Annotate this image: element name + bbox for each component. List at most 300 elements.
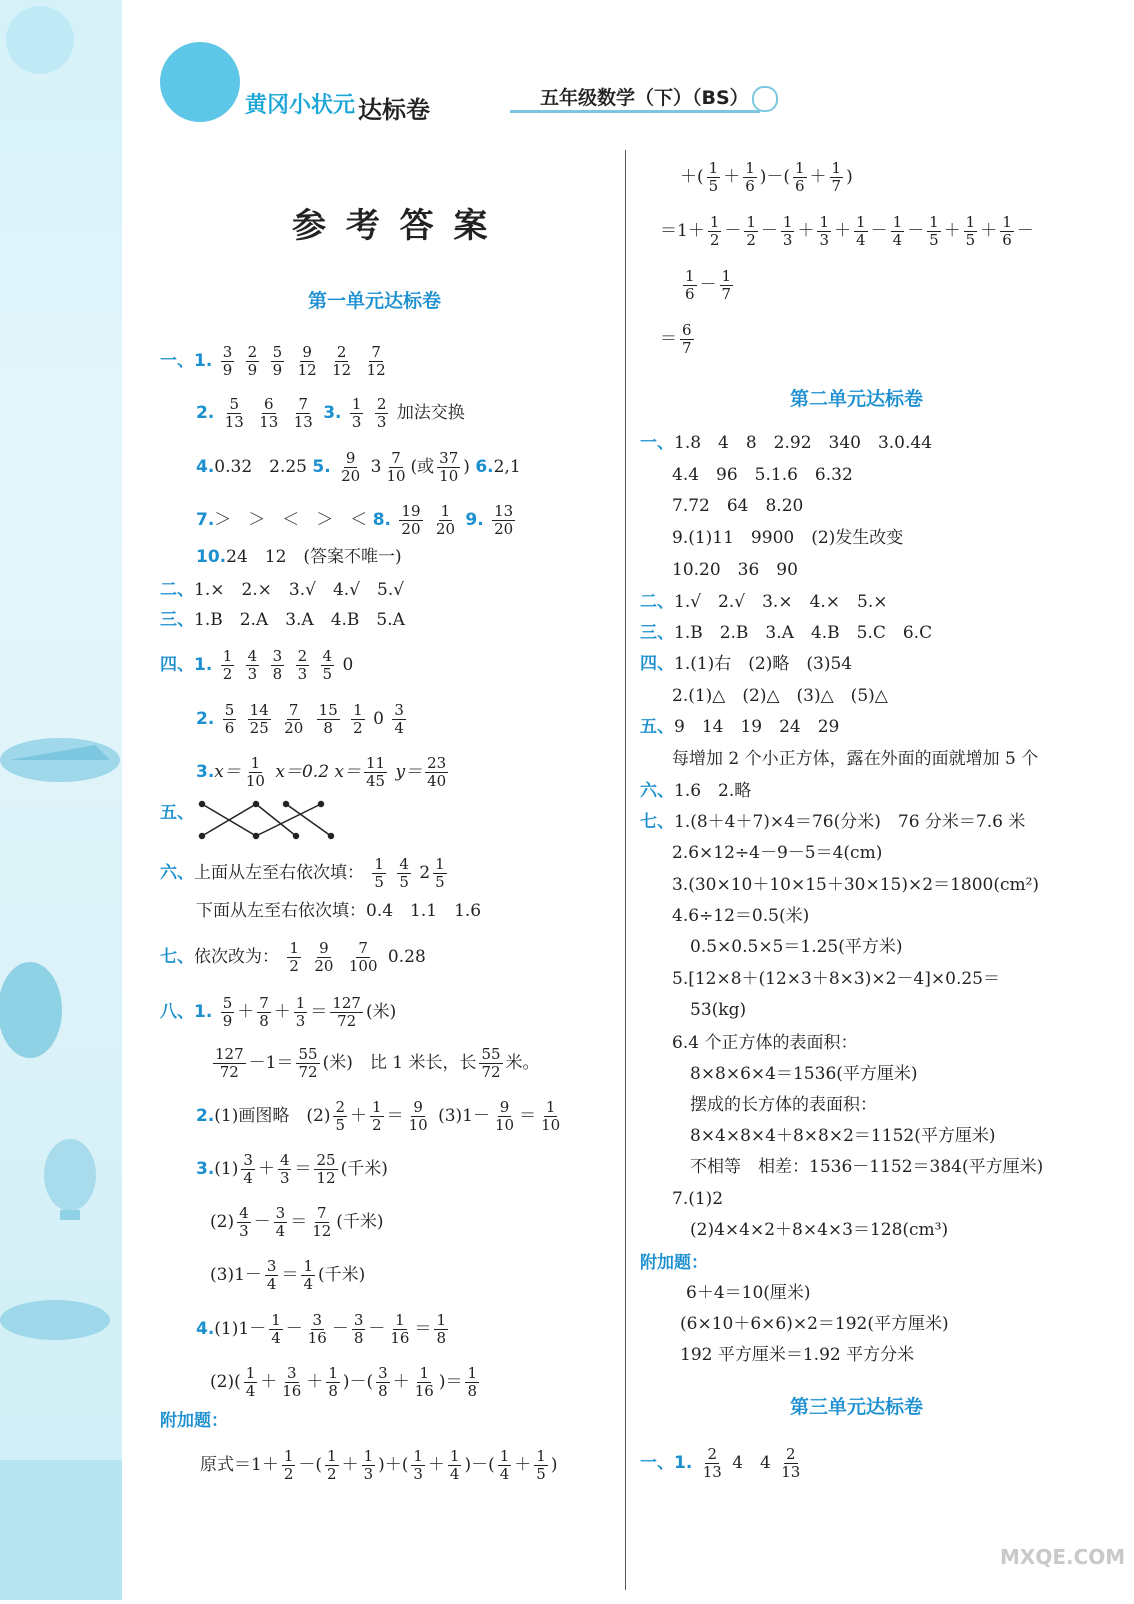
fraction [539,1099,562,1134]
denominator: 20 [401,520,421,538]
u2-s7-5b: 53(kg) [690,1000,747,1020]
denominator: 4 [243,1169,253,1187]
answer-text: (千米) [336,1212,384,1232]
answer-text: 1.8 4 8 2.92 340 3.0.44 [674,433,933,453]
u1-s2 [160,577,404,603]
numerator: 3 [222,343,233,361]
fraction [964,214,978,249]
u2-extra-1: 6＋4＝10(厘米) [686,1283,811,1303]
denominator: 16 [390,1329,410,1347]
numerator: 1 [1002,213,1012,231]
section-label: 五、 [160,803,194,823]
denominator: 72 [481,1063,501,1081]
denominator: 4 [275,1222,286,1240]
question-number: 10. [196,547,227,567]
answer-text: (1)1－ [214,1319,267,1339]
fraction [310,1205,333,1240]
fraction [301,1258,315,1293]
u1-s8-q4-2: (2)( $\frac{1}{4}$ ＋ $\frac{3}{16}$ ＋ $\frac{1}{8}$ )－( $\frac{3}{8}$ ＋ $\frac{1}{16}$ )＝ $\frac{1}{8}$ [210,1364,477,1400]
numerator: 1 [536,1447,546,1465]
u2-extra-label [640,1250,708,1276]
u2-s7-7: 7.(1)2 [672,1189,724,1209]
denominator: 20 [435,520,455,538]
numerator: 1 [363,1447,374,1465]
numerator: 55 [481,1045,501,1063]
rt-line1: ＋( $\frac{1}{5}$ ＋ $\frac{1}{6}$ )－( $\frac{1}{6}$ ＋ $\frac{1}{7}$ ) [680,159,853,195]
numerator: 1 [795,159,805,177]
rt-line3: $\frac{1}{6}$ － $\frac{1}{7}$ [685,267,732,303]
fraction [257,995,271,1030]
numerator: 7 [358,939,368,957]
denominator: 4 [856,231,866,249]
fraction [330,995,363,1030]
denominator: 16 [282,1382,302,1400]
fraction [388,1312,411,1347]
numerator: 1 [328,1364,338,1382]
u2-extra-3: 192 平方厘米＝1.92 平方分米 [680,1345,915,1365]
denominator: 3 [297,665,308,683]
u2-s7-4b: 0.5×0.5×5＝1.25(平方米) [690,937,903,957]
answer-text: 3 [370,457,382,477]
fraction [321,648,335,683]
denominator: 6 [1002,231,1012,249]
question-number: 5. [312,457,331,477]
fraction [743,160,757,195]
numerator: 1 [709,213,720,231]
u2-s4b: 2.(1)△ (2)△ (3)△ (5)△ [672,686,888,706]
denominator: 20 [494,520,514,538]
numerator: 1 [892,213,903,231]
fraction [294,995,308,1030]
u2-s1-r4: 9.(1)11 9900 (2)发生改变 [672,528,904,548]
u2-s7-7b: (2)4×4×2＋8×4×3＝128(cm³) [690,1220,949,1240]
fraction [347,940,380,975]
denominator: 8 [323,719,333,737]
fraction [213,1046,246,1081]
fraction [372,856,386,891]
denominator: 4 [271,1329,281,1347]
numerator: 4 [322,647,333,665]
decorative-side-strip [0,0,122,1600]
answer-text: 9 14 19 24 29 [674,717,840,737]
fraction [287,940,301,975]
unit2-title: 第二单元达标卷 [790,388,924,410]
denominator: 72 [298,1063,318,1081]
numerator: 1 [413,1447,423,1465]
numerator: 4 [247,647,258,665]
denominator: 4 [394,719,404,737]
answer-text: x＝ [334,762,362,782]
denominator: 13 [293,413,313,431]
u2-s7-5: 5.[12×8＋(12×3＋8×3)×2－4]×0.25＝ [672,969,1000,989]
answer-text: 米。 [505,1053,540,1073]
fraction [351,702,365,737]
u1-s8-q3-1: 3.(1) $\frac{3}{4}$ ＋ $\frac{4}{3}$ ＝ $\frac{25}{12}$ (千米) [196,1151,388,1187]
section-label: 五、 [640,717,674,737]
numerator: 4 [279,1151,290,1169]
fraction [278,1152,292,1187]
fraction [779,1446,802,1481]
answer-text: (3)1－ [438,1106,490,1126]
fraction [479,1046,502,1081]
book-title: 五年级数学（下）（BS） [540,87,749,109]
question-number: 3. [196,1159,215,1179]
fraction [1000,214,1014,249]
answer-text: 1.× 2.× 3.√ 4.√ 5.√ [194,580,405,600]
numerator: 7 [316,1204,327,1222]
numerator: 1 [545,1098,556,1116]
denominator: 25 [249,719,269,737]
fraction [312,940,335,975]
u1-s8-q3-2: (2) $\frac{4}{3}$ － $\frac{3}{4}$ ＝ $\frac{7}{12}$ (千米) [210,1204,384,1240]
section-label: 一、 [640,433,674,453]
denominator: 7 [721,285,732,303]
denominator: 8 [353,1329,364,1347]
denominator: 40 [427,772,447,790]
u2-s7-3: 3.(30×10＋10×15＋30×15)×2＝1800(cm²) [672,875,1040,895]
numerator: 9 [345,449,356,467]
denominator: 9 [222,1012,233,1030]
answer-text: 依次改为： [194,947,279,967]
denominator: 12 [312,1222,332,1240]
fraction [708,214,722,249]
page-title: 参 考 答 案 [292,206,492,246]
denominator: 3 [247,665,258,683]
denominator: 6 [745,177,755,195]
fraction [350,396,364,431]
series-title: 达标卷 [358,96,430,124]
fraction [680,322,694,357]
u2-s6 [640,778,751,804]
fraction [498,1448,512,1483]
u1-s4-q3 [196,754,451,790]
numerator: 9 [302,343,312,361]
numerator: 2 [335,1098,346,1116]
denominator: 2 [746,231,756,249]
denominator: 10 [439,467,459,485]
unit1-title: 第一单元达标卷 [308,290,442,312]
fraction [465,1365,479,1400]
answer-text: (千米) [340,1159,388,1179]
answer-text: ＝ [310,1002,328,1022]
answer-text: 加法交换 [396,403,465,423]
u1-s1-q4-q6 [196,449,521,485]
u1-s1-q10 [196,544,402,570]
answer-text: y＝ [395,762,423,782]
fraction [793,160,807,195]
answer-text: (1) [214,1159,239,1179]
denominator: 10 [408,1116,428,1134]
fraction [397,856,411,891]
u1-s4-q1 [160,647,354,683]
u2-s1-r2: 4.4 96 5.1.6 6.32 [672,465,853,485]
u1-s6-line1 [160,855,450,891]
numerator: 25 [316,1151,336,1169]
section-label: 八、 [160,1002,194,1022]
u1-s1-q7-q9 [196,502,518,538]
answer-text: 1.√ 2.√ 3.× 4.× 5.× [674,592,888,612]
u2-s4a [640,651,852,677]
numerator: 5 [272,343,283,361]
fraction [425,755,448,790]
section-label: 二、 [160,580,194,600]
fraction [830,160,844,195]
numerator: 3 [353,1311,364,1329]
numerator: 1 [395,1311,405,1329]
numerator: 1 [374,855,384,873]
numerator: 1 [819,213,830,231]
fraction [492,503,515,538]
numerator: 2 [336,343,347,361]
numerator: 7 [288,701,299,719]
answer-text: (3)1－ [210,1265,262,1285]
fraction [325,1448,339,1483]
answer-text: (米) [365,1002,397,1022]
fraction [246,648,260,683]
denominator: 5 [708,177,719,195]
denominator: 6 [795,177,805,195]
denominator: 13 [702,1463,722,1481]
denominator: 5 [536,1465,546,1483]
fraction [339,450,362,485]
u2-s7-1 [640,809,1025,835]
fraction [265,1258,279,1293]
numerator: 5 [224,701,235,719]
numerator: 9 [319,939,329,957]
denominator: 2 [372,1116,382,1134]
u2-s1-r1 [640,430,932,456]
numerator: 1 [327,1447,337,1465]
denominator: 5 [435,873,445,891]
numerator: 7 [391,449,401,467]
numerator: 19 [401,502,421,520]
fraction [269,1312,283,1347]
denominator: 2 [289,957,299,975]
u2-s5 [640,714,839,740]
u1-extra-formula: 原式＝1＋ $\frac{1}{2}$ －( $\frac{1}{2}$ ＋ $\frac{1}{3}$ )＋( $\frac{1}{3}$ ＋ $\frac{1}{4}$ )－( $\frac{1}{4}$ ＋ $\frac{1}{5}$ ) [200,1447,558,1483]
question-number: 4. [196,1319,215,1339]
answer-text: 1.(1)右 (2)略 (3)54 [674,654,853,674]
fraction [493,1099,516,1134]
section-label: 六、 [160,863,194,883]
numerator: 2 [786,1445,796,1463]
numerator: 2 [707,1445,718,1463]
u1-s6-line2: 下面从左至右依次填：0.4 1.1 1.6 [196,901,482,921]
u1-s8-q3-3: (3)1－ $\frac{3}{4}$ ＝ $\frac{1}{4}$ (千米) [210,1257,366,1293]
numerator: 1 [440,502,451,520]
numerator: 1 [372,1098,382,1116]
question-number: 7. [196,510,215,530]
question-number: 2. [196,403,215,423]
denominator: 6 [685,285,695,303]
fraction [370,1099,384,1134]
denominator: 3 [363,1465,374,1483]
u2-extra-2: (6×10＋6×6)×2＝192(平方厘米) [680,1314,949,1334]
fraction [362,1448,376,1483]
denominator: 16 [414,1382,434,1400]
numerator: 5 [229,395,240,413]
fraction [330,344,353,379]
column-divider [625,150,626,1590]
u1-extra-label [160,1408,228,1434]
fraction [223,396,246,431]
denominator: 5 [929,231,939,249]
section-label: 一、 [160,351,194,371]
answer-text: 1.B 2.B 3.A 4.B 5.C 6.C [674,623,933,643]
numerator: 1 [499,1447,510,1465]
answer-text: (2) [210,1212,235,1232]
fraction [246,344,260,379]
u1-s8-q1b [210,1045,540,1081]
denominator: 5 [335,1116,346,1134]
u1-s1-q1 [160,343,391,379]
numerator: 23 [427,754,447,772]
numerator: 1 [250,754,261,772]
left-column [160,0,590,1600]
question-number: 8. [372,510,391,530]
denominator: 9 [272,361,283,379]
rt-line4: ＝ $\frac{6}{7}$ [660,321,692,357]
fraction [306,1312,329,1347]
fraction [296,648,310,683]
numerator: 1 [289,939,299,957]
denominator: 2 [283,1465,294,1483]
denominator: 13 [224,413,244,431]
denominator: 12 [316,1169,336,1187]
numerator: 13 [494,502,514,520]
fraction [237,1205,251,1240]
numerator: 1 [295,994,306,1012]
numerator: 1 [721,267,732,285]
section-label: 七、 [160,947,194,967]
numerator: 1 [436,1311,447,1329]
answer-text: 0.28 [387,947,426,967]
fraction [241,1152,255,1187]
question-number: 3. [323,403,342,423]
denominator: 13 [259,413,279,431]
u2-s7-4: 4.6÷12＝0.5(米) [672,906,810,926]
denominator: 3 [279,1169,290,1187]
answer-text: 24 12 (答案不唯一) [226,547,402,567]
denominator: 2 [353,719,363,737]
u1-s3 [160,607,405,633]
numerator: 1 [271,1311,281,1329]
fraction [448,1448,462,1483]
section-label: 三、 [160,610,194,630]
numerator: 55 [298,1045,318,1063]
fraction [292,396,315,431]
numerator: 127 [215,1045,244,1063]
fraction [271,344,285,379]
fraction [257,396,280,431]
denominator: 5 [399,873,409,891]
numerator: 3 [378,1364,388,1382]
question-number: 1. [194,655,213,675]
fraction [720,268,734,303]
numerator: 6 [682,321,692,339]
answer-text: 0 [373,709,384,729]
u1-s8-q4-1: 4.(1)1－ $\frac{1}{4}$ － $\frac{3}{16}$ － $\frac{3}{8}$ － $\frac{1}{16}$ ＝ $\frac{1}{8}$ [196,1311,447,1347]
denominator: 2 [222,665,233,683]
fraction [927,214,941,249]
answer-text: －1＝ [248,1053,294,1073]
denominator: 20 [314,957,334,975]
fraction [683,268,697,303]
u2-s7-6: 6.4 个正方体的表面积： [672,1033,858,1053]
unit3-title: 第三单元达标卷 [790,1396,924,1418]
u1-s5 [160,800,194,826]
denominator: 4 [245,1382,256,1400]
denominator: 9 [222,361,233,379]
numerator: 2 [376,395,387,413]
fraction [221,995,235,1030]
fraction [317,702,340,737]
numerator: 1 [856,213,866,231]
denominator: 4 [303,1275,313,1293]
section-label: 六、 [640,781,674,801]
fraction [364,755,387,790]
numerator: 1 [222,647,233,665]
denominator: 8 [259,1012,269,1030]
denominator: 7 [682,339,692,357]
denominator: 8 [378,1382,388,1400]
denominator: 2 [709,231,720,249]
denominator: 8 [272,665,283,683]
denominator: 3 [413,1465,423,1483]
section-label: 附加题： [640,1253,708,1273]
denominator: 12 [332,361,352,379]
denominator: 12 [297,361,317,379]
question-number: 3. [196,762,215,782]
u1-s4-q2 [196,701,409,737]
fraction [781,214,795,249]
numerator: 4 [399,855,409,873]
fraction [244,1365,258,1400]
answer-text: 0.32 2.25 [214,457,307,477]
section-label: 一、 [640,1453,674,1473]
denominator: 2 [327,1465,337,1483]
denominator: 8 [467,1382,477,1400]
fraction [534,1448,548,1483]
denominator: 16 [307,1329,327,1347]
answer-text: (千米) [318,1265,366,1285]
rt-line2: ＝1＋ $\frac{1}{2}$ － $\frac{1}{2}$ － $\frac{1}{3}$ ＋ $\frac{1}{3}$ ＋ $\frac{1}{4}$ － $\frac{1}{4}$ － $\frac{1}{5}$ ＋ $\frac{1}{5}$ ＋ $\frac{1}{6}$ － [660,213,1034,249]
answer-text: 上面从左至右依次填： [194,863,364,883]
fraction [282,1448,296,1483]
numerator: 6 [263,395,274,413]
denominator: 72 [337,1012,357,1030]
question-number: 1. [194,1002,213,1022]
fraction [817,214,831,249]
numerator: 1 [449,1447,460,1465]
answer-text: 1.B 2.A 3.A 4.B 5.A [194,610,405,630]
u2-s7-6c: 摆成的长方体的表面积： [690,1095,877,1115]
u2-s7-6d: 8×4×8×4＋8×8×2＝1152(平方厘米) [690,1126,996,1146]
numerator: 1 [708,159,719,177]
fraction [244,755,267,790]
denominator: 6 [224,719,235,737]
answer-text: 2 [419,863,431,883]
answer-text: 原式＝1＋ [200,1455,279,1475]
numerator: 1 [467,1364,477,1382]
numerator: 9 [413,1098,423,1116]
fraction [854,214,868,249]
denominator: 12 [366,361,386,379]
fraction [384,450,407,485]
fraction [413,1365,436,1400]
denominator: 7 [831,177,842,195]
answer-text: x＝ [214,762,241,782]
